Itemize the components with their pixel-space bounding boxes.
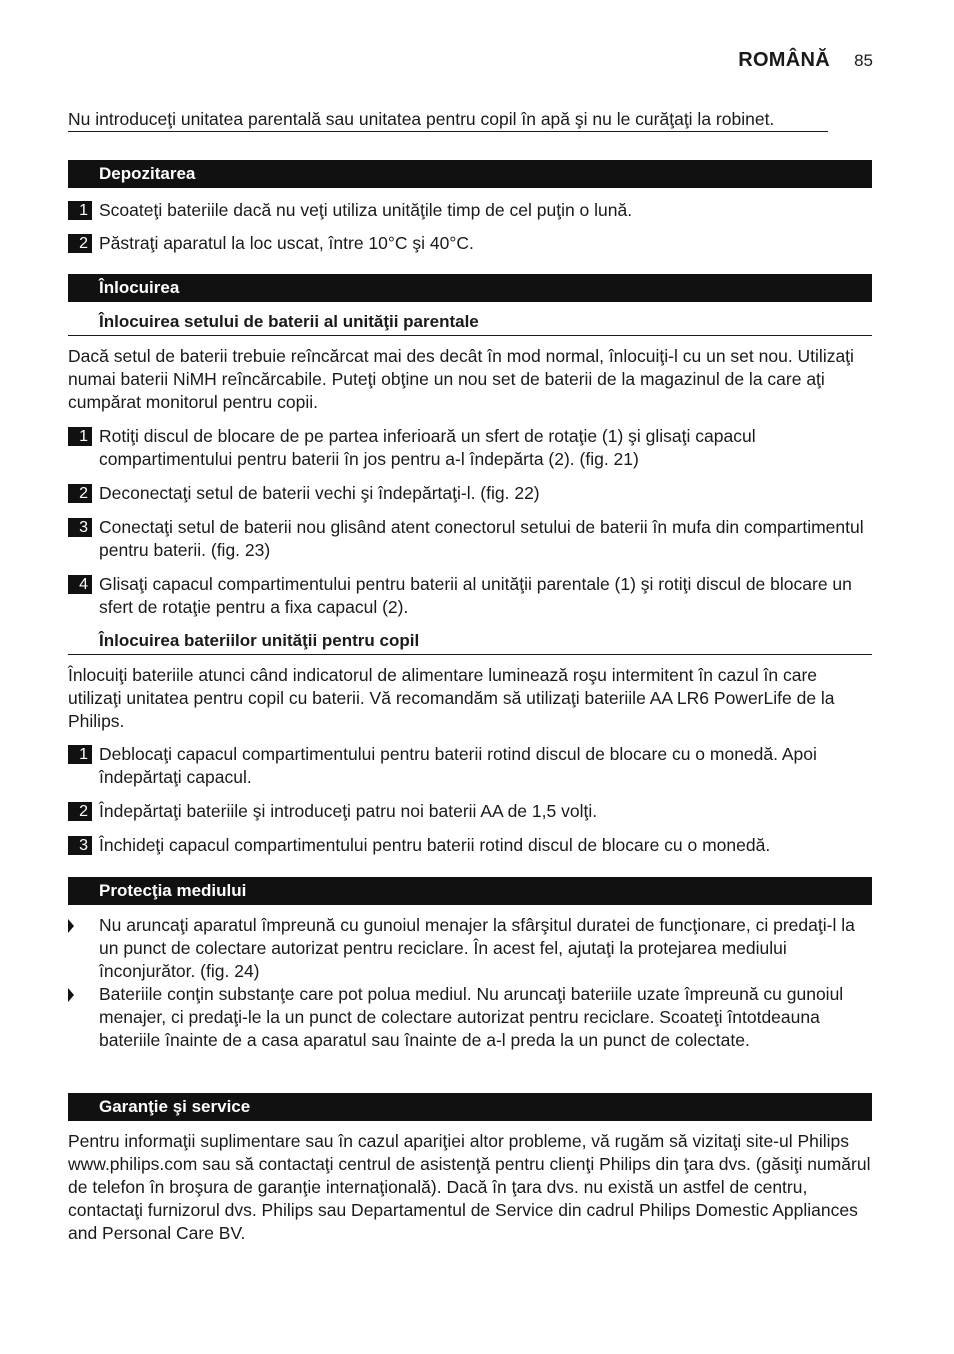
bullet-text: Bateriile conţin substanţe care pot polua mediul. Nu aruncaţi bateriile uzate împreună cu gunoiul menajer, ci predaţi-le la un punct de colectare autorizat pentru reciclare. Scoateţi întotdeauna bateriile înainte de a casa aparatul sau înainte de a-l preda la un punct de colectate.: [99, 984, 844, 1050]
philips-website-link[interactable]: www.philips.com: [68, 1154, 198, 1174]
step-number: 1: [68, 427, 92, 446]
section-warranty-heading: Garanţie şi service: [68, 1093, 872, 1121]
step-text: Rotiţi discul de blocare de pe partea inferioară un sfert de rotaţie (1) şi glisaţi capacul compartimentului pentru baterii în jos pentru a-l îndepărta (2). (fig. 21): [99, 426, 756, 469]
header-language: ROMÂNĂ: [738, 49, 830, 71]
warranty-text-start: Pentru informaţii suplimentare sau în cazul apariţiei altor probleme, vă rugăm să vizitaţi site-ul Philips: [68, 1131, 850, 1151]
step-text: Îndepărtaţi bateriile şi introduceţi patru noi baterii AA de 1,5 volţi.: [99, 801, 598, 821]
child-battery-intro: Înlocuiţi bateriile atunci când indicatorul de alimentare luminează roşu intermitent în cazul în care utilizaţi unitatea pentru copil cu baterii. Vă recomandăm să utilizaţi bateriile AA LR6 PowerLife de la Philips.: [68, 665, 835, 731]
warranty-text: [68, 1130, 872, 1245]
parent-battery-subheading: Înlocuirea setului de baterii al unităţii parentale: [68, 311, 872, 336]
step-text: Deconectaţi setul de baterii vechi şi îndepărtaţi-l. (fig. 22): [99, 483, 540, 503]
step-number: 2: [68, 802, 92, 821]
step-text: Închideţi capacul compartimentului pentru baterii rotind discul de blocare cu o monedă.: [99, 835, 771, 855]
step-number: 2: [68, 484, 92, 503]
step-text: Scoateţi bateriile dacă nu veţi utiliza unităţile timp de cel puţin o lună.: [99, 200, 633, 220]
bullet-text: Nu aruncaţi aparatul împreună cu gunoiul menajer la sfârşitul duratei de funcţionare, ci predaţi-l la un punct de colectare autorizat pentru reciclare. În acest fel, ajutaţi la protejarea mediului înconjurător. (fig. 24): [99, 915, 855, 981]
step-text: Deblocaţi capacul compartimentului pentru baterii rotind discul de blocare cu o monedă. Apoi îndepărtaţi capacul.: [99, 744, 817, 787]
child-battery-subheading: Înlocuirea bateriilor unităţii pentru copil: [68, 630, 872, 655]
parent-battery-intro: Dacă setul de baterii trebuie reîncărcat mai des decât în mod normal, înlocuiţi-l cu un set nou. Utilizaţi numai baterii NiMH reîncărcabile. Puteţi obţine un nou set de baterii de la magazinul de la care aţi cumpărat monitorul pentru copii.: [68, 346, 854, 412]
step-text: Conectaţi setul de baterii nou glisând atent conectorul setului de baterii în mufa din compartimentul pentru baterii. (fig. 23): [99, 517, 864, 560]
page-number: 85: [854, 51, 873, 70]
step-number: 4: [68, 575, 92, 594]
section-storage-heading: Depozitarea: [68, 160, 872, 188]
bullet-icon: [68, 988, 74, 1002]
step-number: 1: [68, 745, 92, 764]
section-replacement-heading: Înlocuirea: [68, 274, 872, 302]
step-text: Glisaţi capacul compartimentului pentru baterii al unităţii parentale (1) şi rotiţi discul de blocare un sfert de rotaţie pentru a fixa capacul (2).: [99, 574, 852, 617]
step-number: 1: [68, 201, 92, 220]
step-number: 3: [68, 518, 92, 537]
step-number: 2: [68, 234, 92, 253]
step-text: Păstraţi aparatul la loc uscat, între 10°C şi 40°C.: [99, 233, 474, 253]
warning-text: Nu introduceţi unitatea parentală sau unitatea pentru copil în apă şi nu le curăţaţi la robinet.: [68, 108, 828, 132]
section-environment-heading: Protecţia mediului: [68, 877, 872, 905]
warranty-text-end: sau să contactaţi centrul de asistenţă pentru clienţi Philips din ţara dvs. (găsiţi numărul de telefon în broşura de garanţie internaţională). Dacă în ţara dvs. nu există un astfel de centru, contactaţi furnizorul dvs. Philips sau Departamentul de Service din cadrul Philips Domestic Appliances and Personal Care BV.: [68, 1154, 871, 1243]
step-number: 3: [68, 836, 92, 855]
bullet-icon: [68, 919, 74, 933]
